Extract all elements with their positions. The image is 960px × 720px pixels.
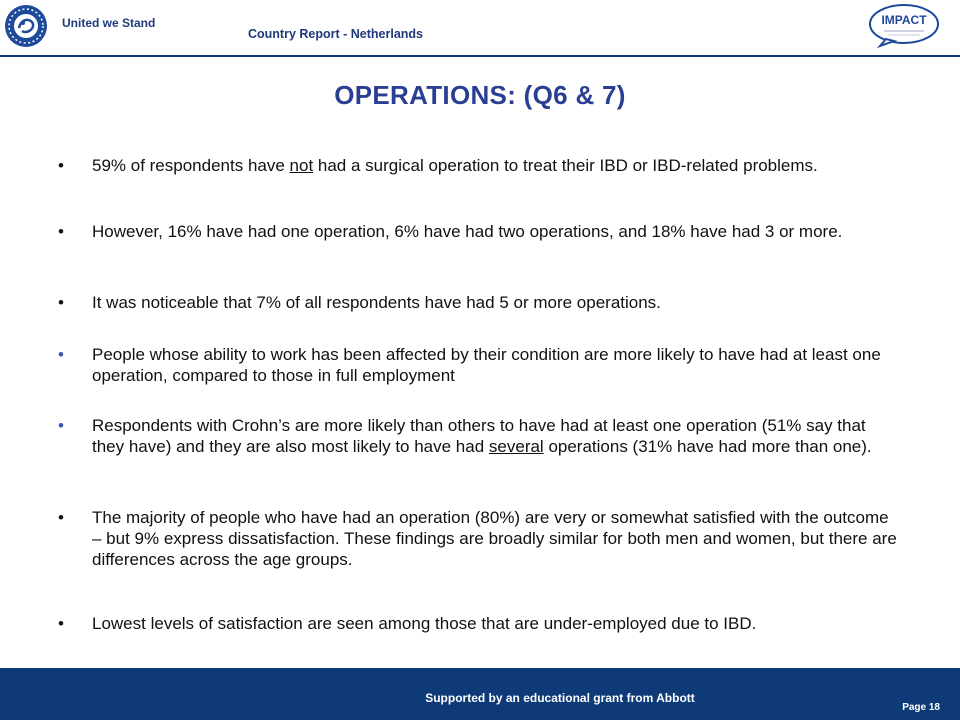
slide-title: OPERATIONS: (Q6 & 7) [334,80,626,110]
impact-logo-icon [866,2,942,48]
bullet-dot: • [58,508,64,527]
bullet-dot: • [58,293,64,312]
bullet-text: However, 16% have had one operation, 6% have had two operations, and 18% have had 3 or more. [92,222,843,241]
efcca-logo-icon [4,4,48,48]
page-number: Page 18 [902,702,940,713]
bullet-dot: • [58,222,64,241]
bullet-text: The majority of people who have had an operation (80%) are very or somewhat satisfied with the outcome – but 9% express dissatisfaction. These findings are broadly similar for both men and women, but there are differences across the age groups. [92,508,897,569]
report-title: Country Report - Netherlands [248,27,424,41]
bullet-item [58,221,898,242]
bullet-text: People whose ability to work has been affected by their condition are more likely to have had at least one operation, compared to those in full employment [92,345,881,385]
org-name: United we Stand [62,16,156,30]
bullet-text: It was noticeable that 7% of all respondents have had 5 or more operations. [92,293,661,312]
bullet-dot: • [58,416,64,435]
underlined-word: several [488,437,544,456]
bullet-item [58,155,898,176]
bullet-item [58,507,898,570]
underlined-word: not [289,156,314,175]
bullet-dot: • [58,614,64,633]
bullet-item [58,292,898,313]
bullet-item [58,415,898,457]
bullet-dot: • [58,156,64,175]
bullet-dot: • [58,345,64,364]
bullet-item [58,613,898,634]
footer-support-text: Supported by an educational grant from Abbott [425,691,695,705]
bullet-text: Respondents with Crohn’s are more likely than others to have had at least one operation (51% say that they have) and they are also most likely to have had several operations (31% have had more than one). [92,416,872,456]
bullet-text: 59% of respondents have not had a surgical operation to treat their IBD or IBD-related problems. [92,156,818,175]
footer-bar [0,668,960,720]
impact-logo-label: IMPACT [881,13,927,27]
bullet-text: Lowest levels of satisfaction are seen among those that are under-employed due to IBD. [92,614,757,633]
header-divider [0,55,960,57]
header-bar [0,0,960,58]
bullet-item [58,344,898,386]
